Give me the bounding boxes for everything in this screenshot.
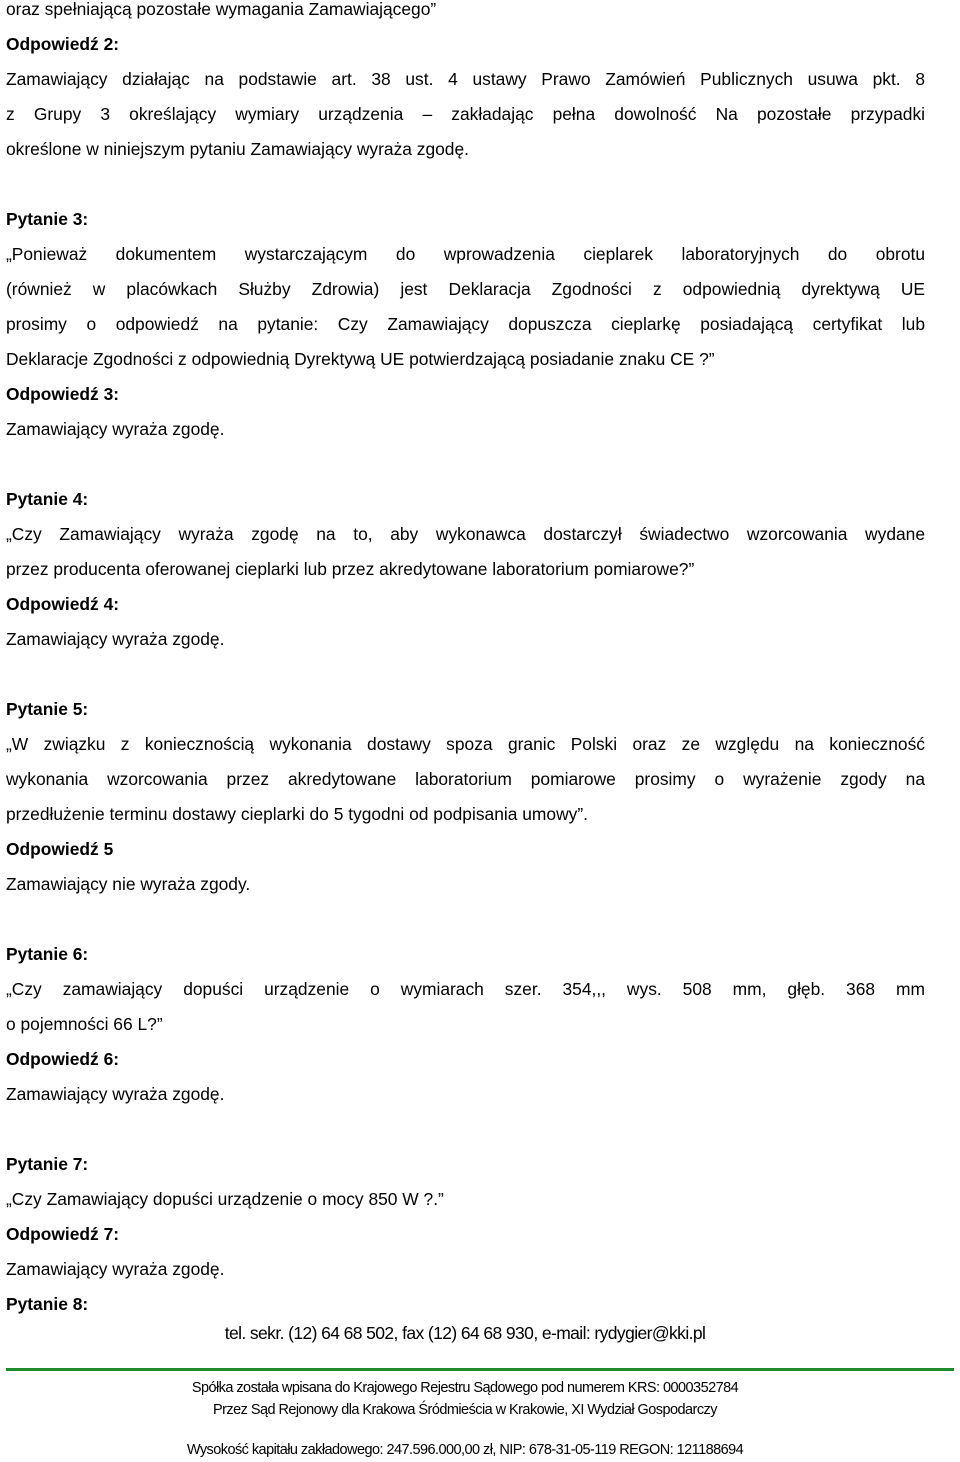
question-heading-6: Pytanie 6: [6,944,89,964]
answer-heading-3: Odpowiedź 3: [6,384,120,404]
question-heading-7: Pytanie 7: [6,1154,89,1174]
body-line: Deklaracje Zgodności z odpowiednią Dyrektywą UE potwierdzającą posiadanie znaku CE ?” [6,349,715,369]
paragraph-gap [6,902,925,937]
footer-divider [6,1368,954,1371]
body-line: „Czy zamawiający dopuści urządzenie o wymiarach szer. 354,,, wys. 508 mm, głęb. 368 mm [6,979,925,999]
body-line: oraz spełniającą pozostałe wymagania Zamawiającego” [6,0,437,19]
question-heading-3: Pytanie 3: [6,209,89,229]
paragraph-gap [6,1112,925,1147]
paragraph-gap [6,447,925,482]
body-line: Zamawiający wyraża zgodę. [6,1084,225,1104]
answer-heading-5: Odpowiedź 5 [6,839,114,859]
footer-contact: tel. sekr. (12) 64 68 502, fax (12) 64 68 930, e-mail: rydygier@kki.pl [224,1323,706,1343]
footer-capital-line: Wysokość kapitału zakładowego: 247.596.000,00 zł, NIP: 678-31-05-119 REGON: 121188694 [186,1442,744,1458]
body-line: „W związku z koniecznością wykonania dostawy spoza granic Polski oraz ze względu na konieczność [6,734,925,754]
body-line: „Czy Zamawiający wyraża zgodę na to, aby wykonawca dostarczył świadectwo wzorcowania wydane [6,524,925,544]
body-line: o pojemności 66 L?” [6,1014,163,1034]
footer-registration-line: Spółka została wpisana do Krajowego Rejestru Sądowego pod numerem KRS: 0000352784 [191,1380,739,1396]
paragraph-gap [6,167,925,202]
body-line: z Grupy 3 określający wymiary urządzenia – zakładając pełna dowolność Na pozostałe przypadki [6,104,925,124]
answer-heading-4: Odpowiedź 4: [6,594,120,614]
body-line: Zamawiający nie wyraża zgody. [6,874,251,894]
answer-heading-6: Odpowiedź 6: [6,1049,120,1069]
body-line: Zamawiający wyraża zgodę. [6,629,225,649]
footer-registration-line: Przez Sąd Rejonowy dla Krakowa Śródmieścia w Krakowie, XI Wydział Gospodarczy [213,1402,717,1418]
question-heading-5: Pytanie 5: [6,699,89,719]
body-line: „Czy Zamawiający dopuści urządzenie o mocy 850 W ?.” [6,1189,444,1209]
body-line: Zamawiający wyraża zgodę. [6,1259,225,1279]
body-line: prosimy o odpowiedź na pytanie: Czy Zamawiający dopuszcza cieplarkę posiadającą certyfikat lub [6,314,925,334]
body-line: określone w niniejszym pytaniu Zamawiający wyraża zgodę. [6,139,469,159]
answer-heading-7: Odpowiedź 7: [6,1224,120,1244]
body-line: „Ponieważ dokumentem wystarczającym do wprowadzenia cieplarek laboratoryjnych do obrotu [6,244,925,264]
question-heading-4: Pytanie 4: [6,489,89,509]
body-line: przedłużenie terminu dostawy cieplarki do 5 tygodni od podpisania umowy”. [6,804,588,824]
question-heading-8: Pytanie 8: [6,1294,89,1314]
answer-heading-2: Odpowiedź 2: [6,34,120,54]
body-line: wykonania wzorcowania przez akredytowane laboratorium pomiarowe prosimy o wyrażenie zgody na [6,769,925,789]
body-line: Zamawiający wyraża zgodę. [6,419,225,439]
document-body [6,0,925,1322]
paragraph-gap [6,657,925,692]
body-line: przez producenta oferowanej cieplarki lub przez akredytowane laboratorium pomiarowe?” [6,559,695,579]
body-line: Zamawiający działając na podstawie art. 38 ust. 4 ustawy Prawo Zamówień Publicznych usuwa pkt. 8 [6,69,925,89]
body-line: (również w placówkach Służby Zdrowia) jest Deklaracja Zgodności z odpowiednią dyrektywą UE [6,279,925,299]
